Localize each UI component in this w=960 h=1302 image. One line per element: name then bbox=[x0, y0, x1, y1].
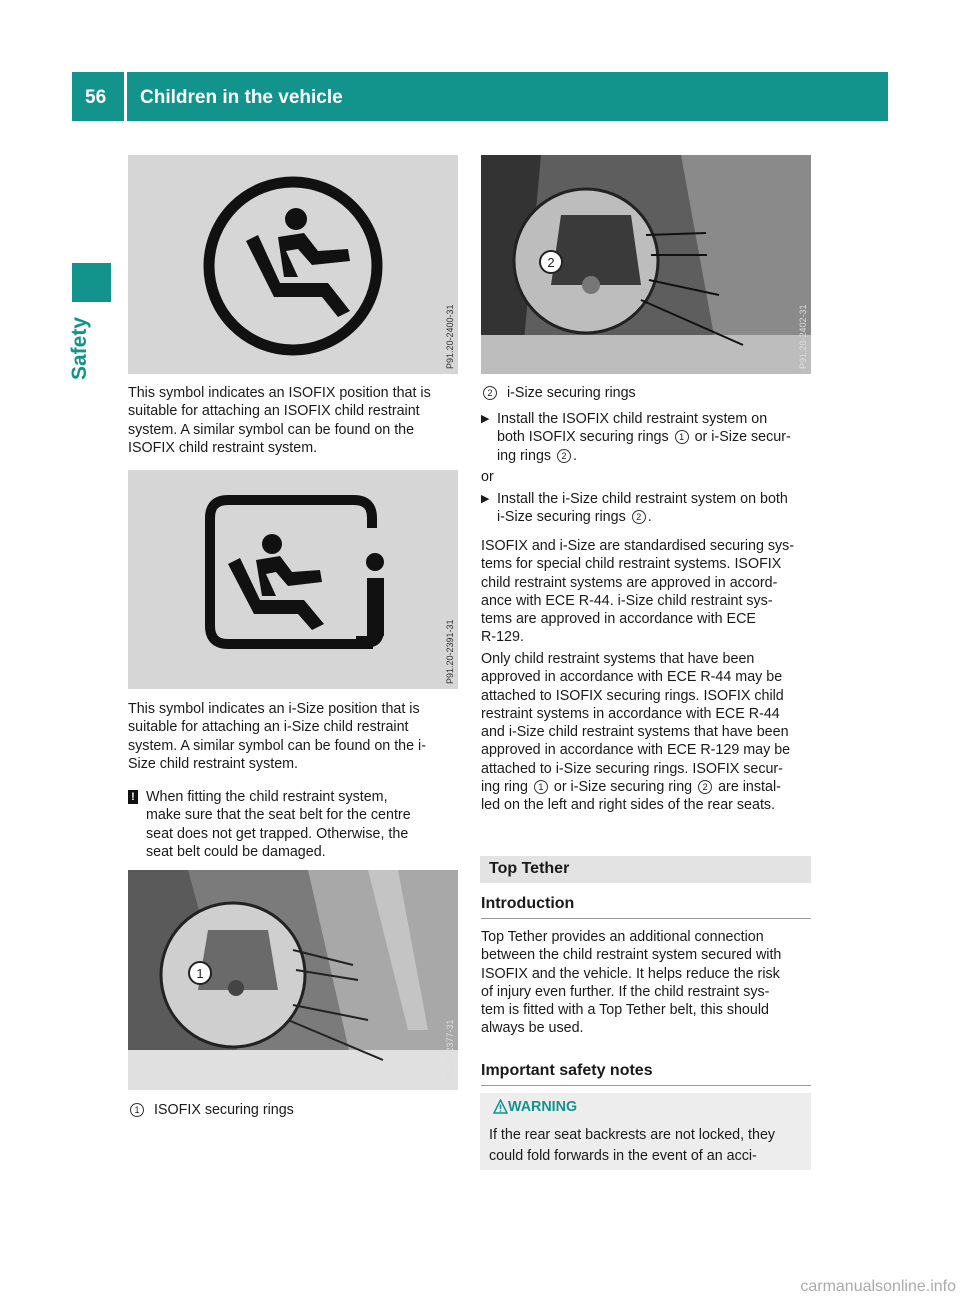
caption-text: i-Size securing rings bbox=[506, 385, 636, 401]
side-tab-marker bbox=[72, 263, 111, 302]
text-line: suitable for attaching an ISOFIX child restraint bbox=[128, 403, 420, 420]
text-line bbox=[481, 778, 813, 796]
text-line: ance with ECE R-44. i-Size child restraint sys- bbox=[481, 592, 773, 609]
install-step-2 bbox=[481, 490, 813, 527]
section-title: Top Tether bbox=[489, 860, 570, 877]
text-line bbox=[497, 428, 813, 446]
callout-icon: 2 bbox=[632, 510, 646, 524]
side-tab-label: Safety bbox=[68, 316, 91, 380]
text-line: Top Tether provides an additional connection bbox=[481, 929, 764, 945]
text-line: child restraint systems are approved in accord- bbox=[481, 574, 778, 591]
arrow-right-icon: ▶ bbox=[481, 493, 490, 505]
standards-paragraph bbox=[481, 537, 813, 647]
text-line bbox=[497, 508, 813, 526]
subhead-introduction: Introduction bbox=[481, 895, 575, 912]
isofix-rings-photo bbox=[128, 870, 458, 1090]
callout-icon: 1 bbox=[130, 1103, 144, 1117]
text-line: Install the i-Size child restraint system on both bbox=[497, 491, 788, 507]
isize-symbol-figure bbox=[128, 470, 458, 689]
text-line: tems are approved in accordance with ECE bbox=[481, 611, 756, 628]
text-line: R-129. bbox=[481, 629, 524, 646]
warning-text bbox=[489, 1125, 811, 1167]
text-line: If the rear seat backrests are not locked, they bbox=[489, 1127, 776, 1143]
text-line: between the child restraint system secured with bbox=[481, 947, 782, 964]
callout-icon: 1 bbox=[534, 780, 548, 794]
text-line: seat belt could be damaged. bbox=[146, 843, 326, 860]
text-span: ing ring bbox=[481, 779, 528, 796]
text-line: system. A similar symbol can be found on the bbox=[128, 421, 415, 438]
divider bbox=[481, 918, 811, 919]
isize-rings-photo bbox=[481, 155, 811, 374]
text-line: suitable for attaching an i-Size child restraint bbox=[128, 719, 409, 736]
text-span: or i-Size secur- bbox=[694, 429, 791, 446]
page-number: 56 bbox=[85, 87, 107, 108]
figure-code: P91.20-2400-31 bbox=[445, 304, 455, 369]
text-line: system. A similar symbol can be found on the i- bbox=[128, 737, 426, 754]
text-line: This symbol indicates an i-Size position that is bbox=[128, 701, 420, 717]
text-line: ISOFIX and i-Size are standardised securing sys- bbox=[481, 538, 795, 554]
chapter-title: Children in the vehicle bbox=[140, 87, 343, 108]
text-span: i-Size securing rings bbox=[497, 509, 626, 526]
or-label: or bbox=[481, 469, 494, 485]
figure-code: P91.20-2391-31 bbox=[445, 619, 455, 684]
divider bbox=[481, 1085, 811, 1086]
text-line: Size child restraint system. bbox=[128, 755, 299, 772]
text-span: both ISOFIX securing rings bbox=[497, 429, 669, 446]
text-line: ISOFIX child restraint system. bbox=[128, 439, 318, 456]
isofix-rings-illustration bbox=[128, 870, 458, 1090]
isofix-symbol-description bbox=[128, 384, 460, 457]
text-line: attached to i-Size securing rings. ISOFIX secur- bbox=[481, 760, 783, 777]
approval-paragraph bbox=[481, 650, 813, 815]
text-line: restraint systems in accordance with ECE R-44 bbox=[481, 705, 780, 722]
text-line: could fold forwards in the event of an acci- bbox=[489, 1148, 757, 1164]
text-line: attached to ISOFIX securing rings. ISOFIX child bbox=[481, 687, 784, 704]
text-line: approved in accordance with ECE R-129 may be bbox=[481, 742, 791, 759]
caption-text: ISOFIX securing rings bbox=[153, 1102, 294, 1118]
text-line: Install the ISOFIX child restraint system on bbox=[497, 411, 768, 427]
text-span: are instal- bbox=[718, 779, 781, 796]
text-line: tem is fitted with a Top Tether belt, this should bbox=[481, 1002, 769, 1019]
text-span: . bbox=[573, 447, 578, 464]
caption-isofix-rings bbox=[128, 1101, 460, 1119]
isofix-symbol-icon bbox=[128, 155, 458, 374]
text-line: seat does not get trapped. Otherwise, the bbox=[146, 825, 409, 842]
subhead-safety-notes: Important safety notes bbox=[481, 1062, 653, 1079]
text-line: approved in accordance with ECE R-44 may be bbox=[481, 669, 783, 686]
text-line: Only child restraint systems that have been bbox=[481, 651, 755, 667]
text-span: or i-Size securing ring bbox=[553, 779, 693, 796]
damage-note bbox=[128, 788, 460, 861]
callout-icon: 1 bbox=[675, 430, 689, 444]
introduction-paragraph bbox=[481, 928, 813, 1038]
callout-2: 2 bbox=[547, 255, 555, 270]
install-step-1 bbox=[481, 410, 813, 465]
warning-triangle-icon bbox=[493, 1099, 508, 1114]
isize-symbol-icon bbox=[128, 470, 458, 689]
exclamation-icon: ! bbox=[128, 790, 138, 804]
callout-1: 1 bbox=[196, 966, 204, 981]
figure-code: P91.20-2377-31 bbox=[445, 1019, 455, 1084]
figure-code: P91.20-2402-31 bbox=[798, 304, 808, 369]
text-line: This symbol indicates an ISOFIX position that is bbox=[128, 385, 431, 401]
warning-title: WARNING bbox=[508, 1099, 578, 1115]
text-line: always be used. bbox=[481, 1020, 584, 1037]
arrow-right-icon: ▶ bbox=[481, 413, 490, 425]
caption-isize-rings bbox=[481, 384, 813, 402]
callout-icon: 2 bbox=[483, 386, 497, 400]
header-divider bbox=[124, 72, 127, 121]
text-line: ISOFIX and the vehicle. It helps reduce the risk bbox=[481, 965, 780, 982]
watermark: carmanualsonline.info bbox=[800, 1278, 956, 1295]
callout-icon: 2 bbox=[557, 449, 571, 463]
isize-symbol-description bbox=[128, 700, 460, 773]
text-line bbox=[497, 447, 813, 465]
callout-icon: 2 bbox=[698, 780, 712, 794]
text-line: and i-Size child restraint systems that have been bbox=[481, 724, 789, 741]
isize-rings-illustration bbox=[481, 155, 811, 374]
text-line: When fitting the child restraint system, bbox=[146, 789, 388, 805]
text-line: make sure that the seat belt for the centre bbox=[146, 807, 411, 824]
text-span: ing rings bbox=[497, 447, 552, 464]
text-line: of injury even further. If the child restraint sys- bbox=[481, 983, 770, 1000]
text-line: led on the left and right sides of the rear seats. bbox=[481, 797, 776, 814]
isofix-symbol-figure bbox=[128, 155, 458, 374]
text-line: tems for special child restraint systems. ISOFIX bbox=[481, 556, 782, 573]
text-span: . bbox=[647, 509, 652, 526]
